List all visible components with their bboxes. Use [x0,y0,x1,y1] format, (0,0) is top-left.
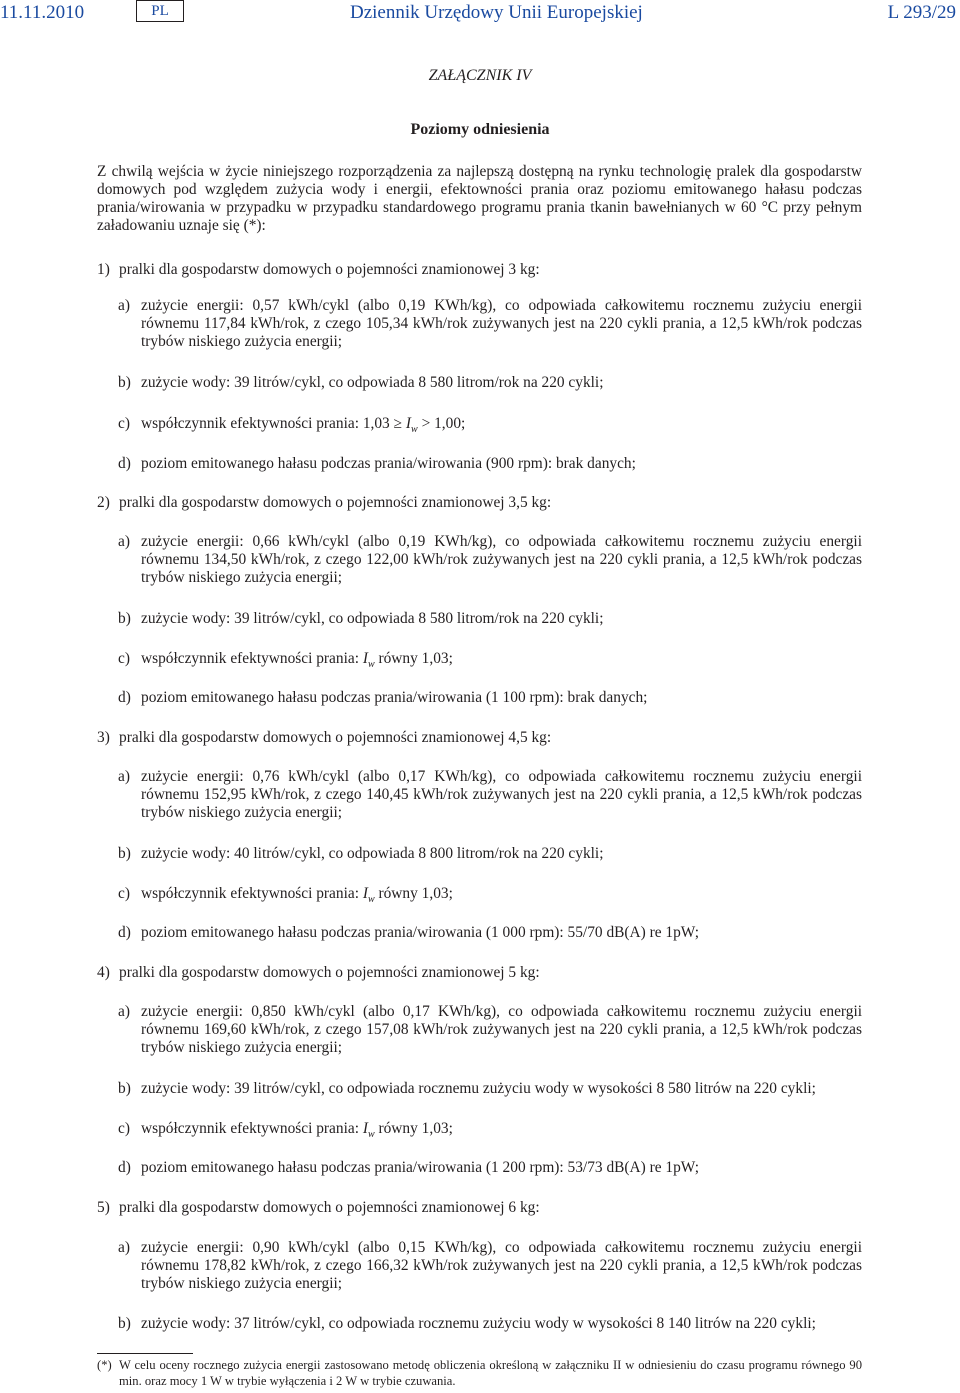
item-text: zużycie wody: 39 litrów/cykl, co odpowiada 8 580 litrom/rok na 220 cykli; [141,610,604,627]
item-label: b) [118,1315,131,1332]
item-label: d) [118,924,131,941]
item-label: b) [118,610,131,627]
section-4-item-d [97,1159,862,1177]
section-title-text: pralki dla gospodarstw domowych o pojemności znamionowej 4,5 kg: [119,729,552,746]
item-text: zużycie energii: 0,66 kWh/cykl (albo 0,19 KWh/kg), co odpowiada całkowitemu rocznemu zużyciu energii równemu 134,50 kWh/rok, z czego 122,00 kWh/rok zużywanych jest na 220 cykli prania, a 12,5 kWh/rok podczas trybów niskiego zużycia energii; [141,533,862,586]
item-label: b) [118,845,131,862]
section-3-item-d [97,924,862,942]
section-title-text: pralki dla gospodarstw domowych o pojemności znamionowej 6 kg: [119,1199,540,1216]
section-number: 1) [97,261,110,278]
item-text-post: równy 1,03; [374,650,453,667]
item-text-pre: współczynnik efektywności prania: [141,1120,363,1137]
section-title-text: pralki dla gospodarstw domowych o pojemności znamionowej 3 kg: [119,261,540,278]
footnote-divider [97,1353,193,1354]
item-text-post: równy 1,03; [374,1120,453,1137]
efficiency-index-symbol: $I_w$ [362,650,375,671]
annex-title: ZAŁĄCZNIK IV [428,67,532,84]
item-text: zużycie energii: 0,850 kWh/cykl (albo 0,17 KWh/kg), co odpowiada całkowitemu rocznemu zużyciu energii równemu 169,60 kWh/rok, z czego 157,08 kWh/rok zużywanych jest na 220 cykli prania, a 12,5 kWh/rok podczas trybów niskiego zużycia energii; [141,1003,862,1056]
section-4-item-b [97,1080,862,1098]
item-label: c) [118,885,130,902]
efficiency-index-symbol: $I_w$ [362,885,375,906]
item-text-pre: współczynnik efektywności prania: [141,885,363,902]
section-title-text: pralki dla gospodarstw domowych o pojemności znamionowej 5 kg: [119,964,540,981]
item-text: poziom emitowanego hałasu podczas prania/wirowania (1 200 rpm): 53/73 dB(A) re 1pW; [141,1159,700,1176]
section-number: 4) [97,964,110,981]
section-number: 2) [97,494,110,511]
section-title-text: pralki dla gospodarstw domowych o pojemności znamionowej 3,5 kg: [119,494,552,511]
item-label: c) [118,650,130,667]
item-text-pre: współczynnik efektywności prania: [141,650,363,667]
item-text-post: > 1,00; [417,415,466,432]
item-text: zużycie wody: 39 litrów/cykl, co odpowiada 8 580 litrom/rok na 220 cykli; [141,374,604,391]
item-label: c) [118,415,130,432]
section-1-item-c [97,415,862,439]
item-text: zużycie energii: 0,57 kWh/cykl (albo 0,19 KWh/kg), co odpowiada całkowitemu rocznemu zużyciu energii równemu 117,84 kWh/rok, z czego 105,34 kWh/rok zużywanych jest na 220 cykli prania, a 12,5 kWh/rok podczas trybów niskiego zużycia energii; [141,297,862,350]
section-5-item-b [97,1315,862,1333]
item-text [141,885,862,909]
section-3-item-b [97,845,862,863]
item-label: a) [118,768,130,785]
section-2-item-c [97,650,862,674]
section-1-item-a [97,297,862,351]
item-label: a) [118,533,130,550]
item-text-pre: współczynnik efektywności prania: 1,03 ≥ [141,415,406,432]
item-text [141,1120,862,1144]
item-text: zużycie wody: 37 litrów/cykl, co odpowiada rocznemu zużyciu wody w wysokości 8 140 litrów na 220 cykli; [141,1315,816,1332]
item-text: poziom emitowanego hałasu podczas prania/wirowania (1 000 rpm): 55/70 dB(A) re 1pW; [141,924,700,941]
publication-date: 11.11.2010 [0,2,85,23]
item-label: b) [118,374,131,391]
section-3-item-a [97,768,862,822]
item-text-post: równy 1,03; [374,885,453,902]
item-text: poziom emitowanego hałasu podczas prania/wirowania (1 100 rpm): brak danych; [141,689,648,706]
footnote-text: W celu oceny rocznego zużycia energii zastosowano metodę obliczenia określoną w załączniku II w odniesieniu do czasu programu równego 90 min. oraz mocy 1 W w trybie wyłączenia i 2 W w trybie czuwania. [119,1358,862,1388]
section-2-title [97,494,551,512]
section-3-title [97,729,551,747]
section-2-item-b [97,610,862,628]
item-label: a) [118,1003,130,1020]
item-label: b) [118,1080,131,1097]
efficiency-index-symbol: $I_w$ [362,1120,375,1141]
section-1-title [97,261,540,279]
item-label: a) [118,1239,130,1256]
item-text: zużycie wody: 40 litrów/cykl, co odpowiada 8 800 litrom/rok na 220 cykli; [141,845,604,862]
section-5-item-a [97,1239,862,1293]
item-text [141,650,862,674]
section-1-item-d [97,455,862,473]
item-text: zużycie energii: 0,76 kWh/cykl (albo 0,17 KWh/kg), co odpowiada całkowitemu rocznemu zużyciu energii równemu 152,95 kWh/rok, z czego 140,45 kWh/rok zużywanych jest na 220 cykli prania, a 12,5 kWh/rok podczas trybów niskiego zużycia energii; [141,768,862,821]
item-text: zużycie energii: 0,90 kWh/cykl (albo 0,15 KWh/kg), co odpowiada całkowitemu rocznemu zużyciu energii równemu 178,82 kWh/rok, z czego 166,32 kWh/rok zużywanych jest na 220 cykli prania, a 12,5 kWh/rok podczas trybów niskiego zużycia energii; [141,1239,862,1292]
section-4-item-a [97,1003,862,1057]
section-number: 5) [97,1199,110,1216]
section-1-item-b [97,374,862,392]
item-label: d) [118,689,131,706]
section-5-title [97,1199,540,1217]
intro-paragraph: Z chwilą wejścia w życie niniejszego rozporządzenia za najlepszą dostępną na rynku technologię pralek dla gospodarstw domowych pod względem zużycia wody i energii, efektowności prania oraz poziomu emitowanego hałasu podczas prania/wirowania w przypadku w przypadku standardowego programu prania tkanin bawełnianych w 60 °C przy pełnym załadowaniu uznaje się (*): [97,163,862,234]
page-reference: L 293/29 [887,2,956,23]
section-4-title [97,964,540,982]
item-label: c) [118,1120,130,1137]
section-number: 3) [97,729,110,746]
section-heading: Poziomy odniesienia [410,121,550,138]
section-2-item-d [97,689,862,707]
journal-title: Dziennik Urzędowy Unii Europejskiej [350,2,643,23]
section-2-item-a [97,533,862,587]
section-4-item-c [97,1120,862,1144]
footnote [97,1357,862,1389]
language-badge: PL [136,0,184,22]
efficiency-index-symbol: $I_w$ [405,415,418,436]
item-label: d) [118,1159,131,1176]
item-text: poziom emitowanego hałasu podczas prania/wirowania (900 rpm): brak danych; [141,455,636,472]
item-text: zużycie wody: 39 litrów/cykl, co odpowiada rocznemu zużyciu wody w wysokości 8 580 litrów na 220 cykli; [141,1080,816,1097]
section-3-item-c [97,885,862,909]
footnote-marker: (*) [97,1358,112,1372]
item-label: a) [118,297,130,314]
item-text [141,415,862,439]
item-label: d) [118,455,131,472]
page-header [0,2,960,28]
